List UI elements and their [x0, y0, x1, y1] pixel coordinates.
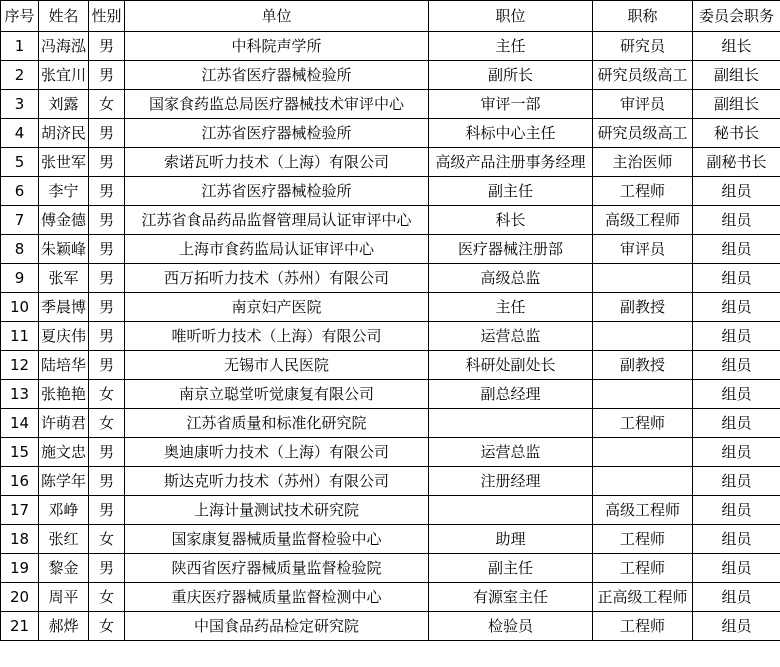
- cell-organization: 无锡市人民医院: [125, 351, 429, 380]
- cell-gender: 男: [89, 496, 125, 525]
- table-row: [1, 467, 780, 496]
- cell-name: 郝烨: [39, 612, 89, 641]
- cell-name: 季晨博: [39, 293, 89, 322]
- table-row: [1, 148, 780, 177]
- cell-committee-role: 组长: [693, 32, 780, 61]
- cell-title: [593, 264, 693, 293]
- cell-position: 有源室主任: [429, 583, 593, 612]
- cell-position: 副主任: [429, 554, 593, 583]
- cell-name: 夏庆伟: [39, 322, 89, 351]
- cell-name: 胡济民: [39, 119, 89, 148]
- cell-gender: 女: [89, 612, 125, 641]
- cell-organization: 唯听听力技术（上海）有限公司: [125, 322, 429, 351]
- cell-position: 高级产品注册事务经理: [429, 148, 593, 177]
- cell-organization: 中国食品药品检定研究院: [125, 612, 429, 641]
- cell-position: 检验员: [429, 612, 593, 641]
- header-title: 职称: [593, 1, 693, 32]
- cell-name: 施文忠: [39, 438, 89, 467]
- cell-title: 工程师: [593, 177, 693, 206]
- cell-index: 9: [1, 264, 39, 293]
- cell-gender: 男: [89, 554, 125, 583]
- cell-title: 工程师: [593, 554, 693, 583]
- cell-gender: 男: [89, 32, 125, 61]
- cell-committee-role: 秘书长: [693, 119, 780, 148]
- cell-index: 1: [1, 32, 39, 61]
- cell-index: 8: [1, 235, 39, 264]
- cell-name: 张红: [39, 525, 89, 554]
- cell-organization: 江苏省食品药品监督管理局认证审评中心: [125, 206, 429, 235]
- cell-gender: 男: [89, 61, 125, 90]
- table-header-row: [1, 1, 780, 32]
- cell-index: 20: [1, 583, 39, 612]
- cell-name: 陆培华: [39, 351, 89, 380]
- cell-index: 11: [1, 322, 39, 351]
- cell-name: 朱颖峰: [39, 235, 89, 264]
- table-row: [1, 293, 780, 322]
- cell-committee-role: 组员: [693, 409, 780, 438]
- cell-title: [593, 380, 693, 409]
- cell-organization: 国家食药监总局医疗器械技术审评中心: [125, 90, 429, 119]
- cell-title: 工程师: [593, 409, 693, 438]
- cell-name: 李宁: [39, 177, 89, 206]
- table-row: [1, 583, 780, 612]
- cell-committee-role: 组员: [693, 612, 780, 641]
- cell-index: 7: [1, 206, 39, 235]
- cell-title: 主治医师: [593, 148, 693, 177]
- cell-committee-role: 组员: [693, 496, 780, 525]
- cell-position: 科研处副处长: [429, 351, 593, 380]
- cell-position: 注册经理: [429, 467, 593, 496]
- cell-title: 副教授: [593, 351, 693, 380]
- cell-title: [593, 438, 693, 467]
- table-row: [1, 496, 780, 525]
- cell-position: 科标中心主任: [429, 119, 593, 148]
- cell-title: 审评员: [593, 235, 693, 264]
- table-row: [1, 612, 780, 641]
- cell-gender: 男: [89, 177, 125, 206]
- cell-name: 许萌君: [39, 409, 89, 438]
- cell-gender: 女: [89, 409, 125, 438]
- cell-title: 副教授: [593, 293, 693, 322]
- cell-gender: 男: [89, 438, 125, 467]
- cell-organization: 江苏省医疗器械检验所: [125, 119, 429, 148]
- cell-gender: 男: [89, 293, 125, 322]
- cell-organization: 斯达克听力技术（苏州）有限公司: [125, 467, 429, 496]
- cell-position: 医疗器械注册部: [429, 235, 593, 264]
- cell-organization: 南京妇产医院: [125, 293, 429, 322]
- cell-index: 18: [1, 525, 39, 554]
- table-row: [1, 525, 780, 554]
- cell-title: 研究员级高工: [593, 119, 693, 148]
- cell-title: 研究员: [593, 32, 693, 61]
- cell-position: 助理: [429, 525, 593, 554]
- cell-gender: 男: [89, 148, 125, 177]
- cell-gender: 男: [89, 264, 125, 293]
- cell-name: 刘露: [39, 90, 89, 119]
- cell-committee-role: 组员: [693, 206, 780, 235]
- cell-index: 13: [1, 380, 39, 409]
- cell-title: 高级工程师: [593, 206, 693, 235]
- cell-committee-role: 副组长: [693, 90, 780, 119]
- cell-organization: 奥迪康听力技术（上海）有限公司: [125, 438, 429, 467]
- cell-gender: 男: [89, 206, 125, 235]
- cell-title: 工程师: [593, 612, 693, 641]
- cell-committee-role: 组员: [693, 554, 780, 583]
- cell-title: 审评员: [593, 90, 693, 119]
- table-row: [1, 554, 780, 583]
- cell-gender: 女: [89, 583, 125, 612]
- cell-organization: 西万拓听力技术（苏州）有限公司: [125, 264, 429, 293]
- cell-index: 21: [1, 612, 39, 641]
- cell-position: 副所长: [429, 61, 593, 90]
- cell-gender: 男: [89, 467, 125, 496]
- cell-position: 运营总监: [429, 438, 593, 467]
- cell-committee-role: 组员: [693, 583, 780, 612]
- table-row: [1, 322, 780, 351]
- cell-name: 张军: [39, 264, 89, 293]
- cell-title: [593, 322, 693, 351]
- cell-index: 14: [1, 409, 39, 438]
- cell-organization: 江苏省医疗器械检验所: [125, 177, 429, 206]
- cell-committee-role: 组员: [693, 235, 780, 264]
- cell-gender: 女: [89, 380, 125, 409]
- cell-gender: 男: [89, 119, 125, 148]
- header-committee-role: 委员会职务: [693, 1, 780, 32]
- cell-title: [593, 467, 693, 496]
- table-row: [1, 32, 780, 61]
- cell-name: 冯海泓: [39, 32, 89, 61]
- table-row: [1, 264, 780, 293]
- cell-index: 4: [1, 119, 39, 148]
- cell-gender: 男: [89, 322, 125, 351]
- table-row: [1, 235, 780, 264]
- cell-position: 副总经理: [429, 380, 593, 409]
- cell-gender: 男: [89, 351, 125, 380]
- cell-title: 工程师: [593, 525, 693, 554]
- cell-organization: 江苏省医疗器械检验所: [125, 61, 429, 90]
- header-gender: 性别: [89, 1, 125, 32]
- table-row: [1, 119, 780, 148]
- cell-committee-role: 组员: [693, 264, 780, 293]
- cell-index: 10: [1, 293, 39, 322]
- cell-organization: 中科院声学所: [125, 32, 429, 61]
- cell-index: 16: [1, 467, 39, 496]
- cell-position: 主任: [429, 32, 593, 61]
- table-row: [1, 438, 780, 467]
- cell-organization: 南京立聪堂听觉康复有限公司: [125, 380, 429, 409]
- cell-committee-role: 组员: [693, 438, 780, 467]
- header-organization: 单位: [125, 1, 429, 32]
- cell-position: [429, 409, 593, 438]
- header-position: 职位: [429, 1, 593, 32]
- cell-position: 副主任: [429, 177, 593, 206]
- cell-index: 12: [1, 351, 39, 380]
- cell-name: 黎金: [39, 554, 89, 583]
- cell-committee-role: 组员: [693, 177, 780, 206]
- cell-index: 3: [1, 90, 39, 119]
- table-row: [1, 61, 780, 90]
- header-index: 序号: [1, 1, 39, 32]
- cell-committee-role: 组员: [693, 467, 780, 496]
- cell-name: 傅金德: [39, 206, 89, 235]
- cell-index: 5: [1, 148, 39, 177]
- cell-committee-role: 副组长: [693, 61, 780, 90]
- cell-position: 高级总监: [429, 264, 593, 293]
- header-name: 姓名: [39, 1, 89, 32]
- table-row: [1, 409, 780, 438]
- cell-index: 2: [1, 61, 39, 90]
- cell-organization: 江苏省质量和标准化研究院: [125, 409, 429, 438]
- cell-position: [429, 496, 593, 525]
- cell-organization: 索诺瓦听力技术（上海）有限公司: [125, 148, 429, 177]
- cell-title: 高级工程师: [593, 496, 693, 525]
- cell-committee-role: 副秘书长: [693, 148, 780, 177]
- cell-committee-role: 组员: [693, 525, 780, 554]
- cell-committee-role: 组员: [693, 351, 780, 380]
- cell-position: 主任: [429, 293, 593, 322]
- cell-index: 17: [1, 496, 39, 525]
- table-row: [1, 177, 780, 206]
- cell-organization: 陕西省医疗器械质量监督检验院: [125, 554, 429, 583]
- cell-organization: 上海市食药监局认证审评中心: [125, 235, 429, 264]
- cell-organization: 国家康复器械质量监督检验中心: [125, 525, 429, 554]
- table-row: [1, 351, 780, 380]
- cell-organization: 上海计量测试技术研究院: [125, 496, 429, 525]
- table-row: [1, 90, 780, 119]
- cell-name: 陈学年: [39, 467, 89, 496]
- cell-organization: 重庆医疗器械质量监督检测中心: [125, 583, 429, 612]
- cell-index: 6: [1, 177, 39, 206]
- table-row: [1, 206, 780, 235]
- cell-name: 张艳艳: [39, 380, 89, 409]
- cell-position: 审评一部: [429, 90, 593, 119]
- cell-title: 正高级工程师: [593, 583, 693, 612]
- cell-name: 张世军: [39, 148, 89, 177]
- cell-committee-role: 组员: [693, 380, 780, 409]
- table-row: [1, 380, 780, 409]
- cell-gender: 女: [89, 90, 125, 119]
- cell-index: 15: [1, 438, 39, 467]
- cell-position: 科长: [429, 206, 593, 235]
- cell-gender: 男: [89, 235, 125, 264]
- cell-name: 邓峥: [39, 496, 89, 525]
- cell-name: 张宜川: [39, 61, 89, 90]
- cell-committee-role: 组员: [693, 322, 780, 351]
- cell-index: 19: [1, 554, 39, 583]
- cell-title: 研究员级高工: [593, 61, 693, 90]
- cell-position: 运营总监: [429, 322, 593, 351]
- cell-gender: 女: [89, 525, 125, 554]
- cell-committee-role: 组员: [693, 293, 780, 322]
- table-body: [1, 32, 780, 641]
- cell-name: 周平: [39, 583, 89, 612]
